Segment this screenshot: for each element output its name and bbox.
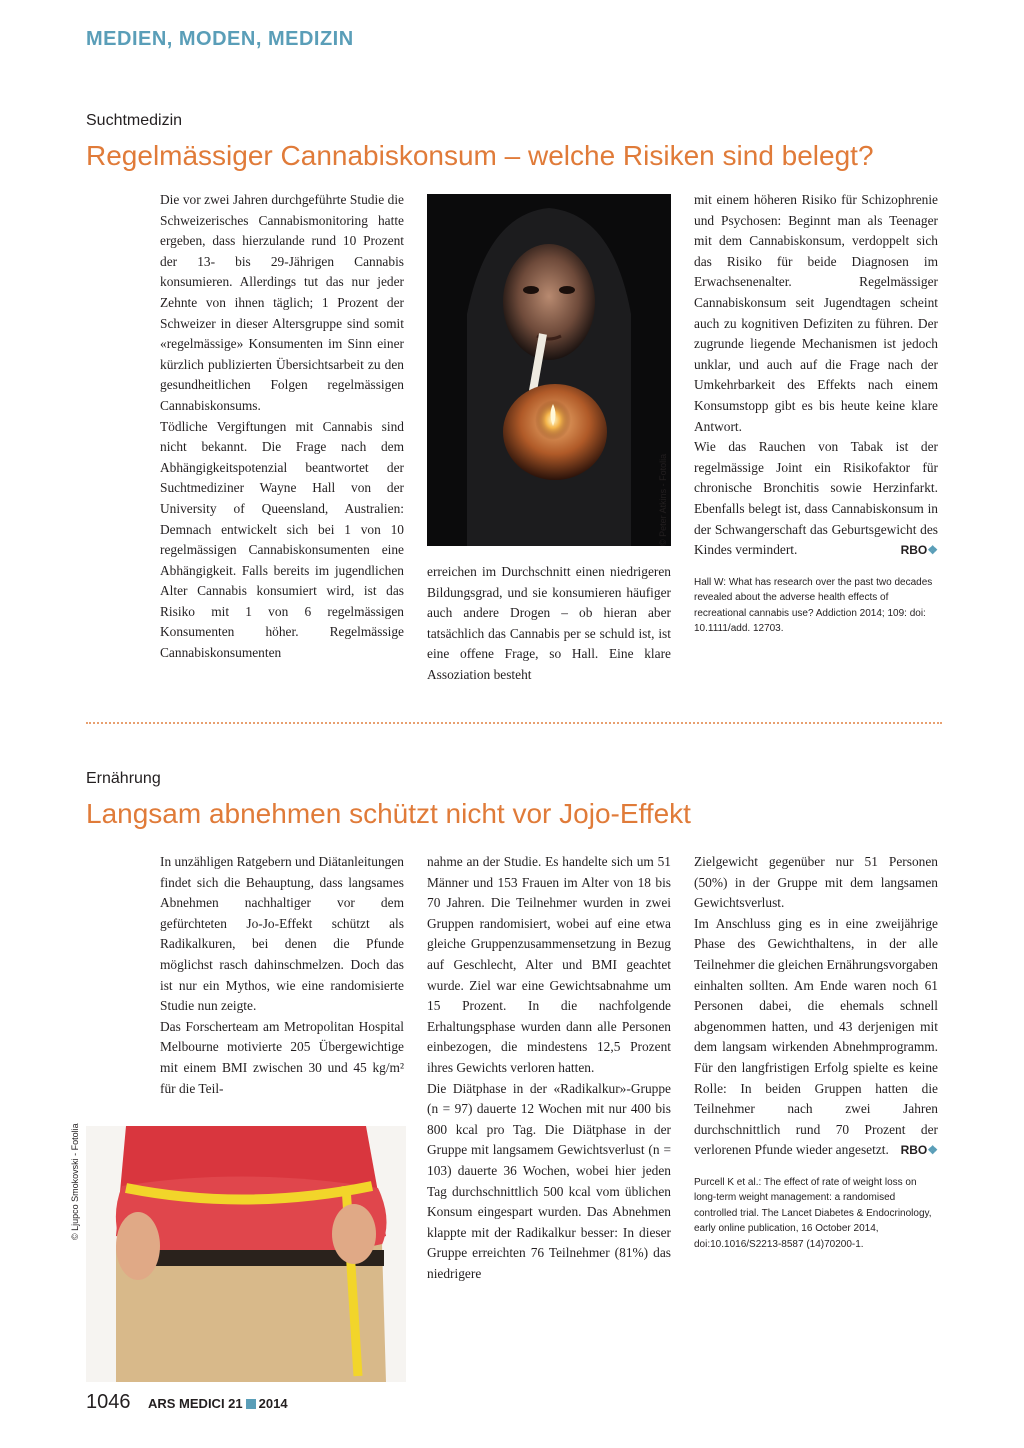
article1-col1-para-1: Die vor zwei Jahren durchgeführte Studie die Schweizerisches Cannabismonitoring hatte ergeben, dass hierzulande rund 10 Prozent der 13- bis 29-Jährigen Cannabis konsumieren. Allerdings tut das nur jeder Zehnte von ihnen täglich; 1 Prozent der Schweizer in dieser Altersgruppe sind somit «regelmässige» Konsumenten im Sinn einer kürzlich publizierten Übersichtsarbeit zu den gesundheitlichen Folgen regelmässigen Cannabiskonsums.: [160, 192, 404, 413]
running-head: MEDIEN, MODEN, MEDIZIN: [86, 28, 354, 50]
article2-col3-para-2-text: Im Anschluss ging es in eine zweijährige Phase des Gewichthaltens, in der alle Teilnehmer die gleichen Ernährungsvorgaben einhalten sollten. Am Ende waren noch 61 Personen dabei, die ehemals schnell abgenommen hatten, und 43 derjenigen mit dem langsam wirkenden Abnehmprogramm. Für den langfristigen Erfolg spielte es keine Rolle: In beiden Gruppen hatten die Teilnehmer nach zwei Jahren durchschnittlich rund 70 Prozent der verlorenen Pfunde wieder angesetzt.: [694, 915, 938, 1158]
article2-reference: Purcell K et al.: The effect of rate of weight loss on long-term weight management: a randomised controlled trial. The Lancet Diabetes & Endocrinology, early online publication, 16 October 2014, doi:10.1016/S2213-8587 (14)70200-1.: [694, 1176, 932, 1250]
article2-column-2: [427, 852, 671, 1284]
article1-reference: Hall W: What has research over the past two decades revealed about the adverse health effects of recreational cannabis use? Addiction 2014; 109: doi: 10.1111/add. 12703.: [694, 576, 933, 635]
article2-headline: Langsam abnehmen schützt nicht vor Jojo-Effekt: [86, 798, 691, 829]
magazine-name: ARS MEDICI 21: [148, 1396, 243, 1411]
article2-photo-credit: © Ljupco Smokovski - Fotolia: [70, 1123, 80, 1240]
article1-col3-para-2-text: Wie das Rauchen von Tabak ist der regelmässige Joint ein Risikofaktor für chronische Bronchitis sowie Herzinfarkt. Ebenfalls belegt ist, dass Cannabiskonsum in der Schwangerschaft das Geburtsgewicht des Kindes vermindert.: [694, 439, 938, 558]
article1-photo-credit: © Peter Atkins - Fotolia: [658, 453, 668, 546]
article1-col3-para-1: mit einem höheren Risiko für Schizophrenie und Psychosen: Beginnt man als Teenager mit dem Cannabiskonsum, verdoppelt sich das Risiko für beide Diagnosen im Erwachsenenalter. Regelmässiger Cannabiskonsum seit Jugendtagen scheint auch zu kognitiven Defiziten zu führen. Der zugrunde liegende Mechanismen ist jedoch unklar, und auch auf die Frage nach der Umkehrbarkeit des Effekts nach einem Konsumstopp gibt es bis heute keine klare Antwort.: [694, 192, 938, 434]
magazine-issue: [148, 1396, 288, 1411]
article1-col1-para-2: Tödliche Vergiftungen mit Cannabis sind nicht bekannt. Die Frage nach dem Abhängigkeitspotenzial beantwortet der Suchtmediziner Wayne Hall von der University of Queensland, Australien: Demnach entwickelt sich bei 1 von 10 regelmässigen Cannabiskonsumenten eine Abhängigkeit. Falls bereits im jugendlichen Alter Cannabis konsumiert wird, ist das Risiko mit 1 von 6 regelmässigen Konsumenten höher. Regelmässige Cannabiskonsumenten: [160, 418, 404, 661]
article1-column-2: [427, 562, 671, 686]
article1-kicker: Suchtmedizin: [86, 112, 183, 129]
article1-col2-para-1: erreichen im Durchschnitt einen niedrigeren Bildungsgrad, und sie konsumieren häufiger auch andere Drogen – ob hieran aber tatsächlich das Cannabis per se schuld ist, ist eine offene Frage, so Hall. Eine klare Assoziation besteht: [427, 564, 671, 682]
article2-col1-para-2: Das Forscherteam am Metropolitan Hospital Melbourne motivierte 205 Übergewichtige mit einem BMI zwischen 30 und 45 kg/m² für die Teil-: [160, 1018, 404, 1096]
article2-signature: [901, 1140, 938, 1161]
article1-column-1: [160, 190, 404, 664]
article2-column-1: [160, 852, 404, 1099]
article2-col2-para-1: nahme an der Studie. Es handelte sich um 51 Männer und 153 Frauen im Alter von 18 bis 70 Jahren. Die Teilnehmer wurden in zwei Gruppen randomisiert, wobei auf eine etwa gleiche Gruppenzusammensetzung in Bezug auf Geschlecht, Alter und BMI geachtet wurde. Ziel war eine Gewichtsabnahme um 15 Prozent. In die nachfolgende Erhaltungsphase wurden dann alle Personen einbezogen, die mindestens 12,5 Prozent ihres Gewichts verloren hatten.: [427, 854, 671, 1075]
article2-column-3: [694, 852, 938, 1252]
page-number: 1046: [86, 1391, 131, 1413]
article2-col3-para-2: [694, 914, 938, 1161]
article1-signature: [901, 540, 938, 561]
smoker-illustration: [427, 194, 671, 546]
diamond-icon: ❖: [927, 1143, 938, 1158]
article1-column-3: [694, 190, 938, 637]
magazine-year: 2014: [258, 1396, 288, 1411]
article1-headline: Regelmässiger Cannabiskonsum – welche Risiken sind belegt?: [86, 140, 874, 171]
square-icon: [246, 1399, 256, 1409]
article2-kicker: Ernährung: [86, 770, 161, 787]
diamond-icon: ❖: [927, 543, 938, 558]
section-divider: [86, 722, 942, 724]
article2-col2-para-2: Die Diätphase in der «Radikalkur»-Gruppe (n = 97) dauerte 12 Wochen mit nur 400 bis 800 kcal pro Tag. Die Diätphase in der Gruppe mit langsamem Gewichtsverlust (n = 103) dauerte 36 Wochen, wobei hier jeden Tag durchschnittlich 500 kcal vom üblichen Konsum eingespart wurden. Das Abnehmen klappte mit der Radikalkur besser: In dieser Gruppe erreichten 76 Teilnehmer (81%) das niedrigere: [427, 1080, 671, 1281]
article1-col3-para-2: [694, 437, 938, 561]
waist-illustration: [86, 1126, 406, 1382]
article2-col1-para-1: In unzähligen Ratgebern und Diätanleitungen findet sich die Behauptung, dass langsames Abnehmen nachhaltiger vor dem gefürchteten Jo-Jo-Effekt schützt als Radikalkuren, bei denen die Pfunde möglichst rasch dahinschmelzen. Doch das ist nur ein Mythos, wie eine randomisierte Studie nun zeigte.: [160, 854, 404, 1014]
smoker-photo: [427, 194, 671, 546]
waist-measurement-photo: [86, 1126, 406, 1382]
article2-col3-para-1: Zielgewicht gegenüber nur 51 Personen (50%) in der Gruppe mit dem langsamen Gewichtsverlust.: [694, 854, 938, 911]
article2-signature-text: RBO: [900, 1143, 928, 1158]
article1-signature-text: RBO: [900, 543, 928, 558]
